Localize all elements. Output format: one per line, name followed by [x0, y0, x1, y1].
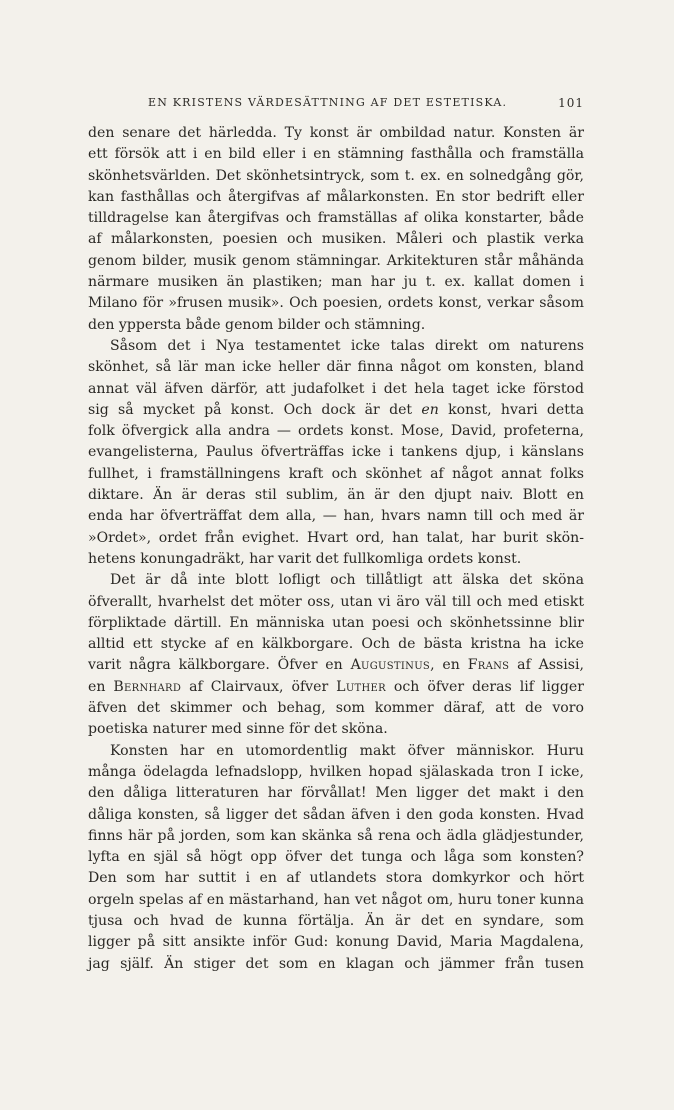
text-line: närmare musiken än plastiken; man har ju t. ex. kallat domen i — [88, 274, 584, 291]
name-augustinus: Augustinus — [350, 657, 431, 674]
text-line: diktare. Än är deras stil sublim, än är den djupt naiv. Blott en — [88, 487, 584, 504]
text-line: jag själf. Än stiger det som en klagan och jämmer från tusen — [88, 955, 584, 972]
running-title: EN KRISTENS VÄRDESÄTTNING AF DET ESTETISKA. — [148, 96, 508, 109]
text-line: ligger på sitt ansikte inför Gud: konung David, Maria Magdalena, — [88, 934, 584, 951]
text-segment: konst, hvari detta — [438, 401, 584, 418]
text-line: hetens konungadräkt, har varit det fullkomliga ordets konst. — [88, 550, 522, 567]
text-line: Det är då inte blott lofligt och tillåtligt att älska det sköna — [110, 572, 584, 589]
text-line: förpliktade därtill. En människa utan poesi och skönhetssinne blir — [88, 614, 584, 631]
text-segment: en — [88, 678, 106, 695]
text-line — [88, 677, 584, 698]
emphasized-word: en — [421, 401, 439, 418]
text-segment: och öfver deras lif ligger — [385, 678, 585, 695]
text-line: Den som har suttit i en af utlandets stora domkyrkor och hört — [88, 870, 584, 887]
name-bernhard: Bernhard — [113, 678, 182, 695]
text-line: den dåliga litteraturen har förvållat! Men ligger det makt i den — [88, 785, 584, 802]
text-line: den senare det härledda. Ty konst är ombildad natur. Konsten är — [88, 125, 584, 141]
text-line: »Ordet», ordet från evighet. Hvart ord, han talat, har burit skön- — [88, 529, 584, 546]
text-line — [88, 400, 584, 421]
text-line: tjusa och hvad de kunna förtälja. Än är det en syndare, som — [88, 912, 584, 929]
name-frans: Frans — [467, 657, 510, 674]
text-line: alltid ett stycke af en kälkborgare. Och de bästa kristna ha icke — [88, 636, 584, 653]
text-line: skönhet, så lär man icke heller där finna något om konsten, bland — [88, 359, 584, 376]
text-line: lyfta en själ så högt opp öfver det tunga och låga som konsten? — [88, 849, 584, 866]
text-line: folk öfvergick alla andra — ordets konst. Mose, David, profeterna, — [88, 423, 584, 440]
running-head — [88, 96, 584, 112]
text-line: öfverallt, hvarhelst det möter oss, utan vi äro väl till och med etiskt — [88, 593, 584, 610]
text-line: Såsom det i Nya testamentet icke talas direkt om naturens — [110, 337, 584, 354]
text-line: orgeln spelas af en mästarhand, han vet något om, huru toner kunna — [88, 891, 584, 908]
text-line: finns här på jorden, som kan skänka så rena och ädla glädjestunder, — [88, 827, 584, 844]
text-line: genom bilder, musik genom stämningar. Arkitekturen står måhända — [88, 252, 584, 269]
name-luther: Luther — [336, 678, 386, 695]
text-line: Milano för »frusen musik». Och poesien, ordets konst, verkar såsom — [88, 295, 584, 312]
text-segment: sig så mycket på konst. Och dock är det — [88, 401, 422, 418]
page-number: 101 — [558, 96, 584, 110]
text-line: annat väl äfven därför, att judafolket i det hela taget icke förstod — [88, 380, 584, 397]
text-segment: , en — [430, 657, 460, 674]
text-line: många ödelagda lefnadslopp, hvilken hopad själaskada tron I icke, — [88, 763, 584, 780]
text-line: enda har öfverträffat dem alla, — han, hvars namn till och med är — [88, 508, 584, 525]
text-segment: af Clairvaux, öfver — [181, 678, 329, 695]
text-line: skönhetsvärlden. Det skönhetsintryck, som t. ex. en solnedgång gör, — [88, 167, 584, 184]
text-line: ett försök att i en bild eller i en stämning fasthålla och framställa — [88, 146, 584, 163]
text-line: tilldragelse kan återgifvas och framställas af olika konstarter, både — [88, 210, 584, 227]
text-line: äfven det skimmer och behag, som kommer däraf, att de voro — [88, 700, 584, 717]
body-text — [88, 123, 584, 975]
text-line: Konsten har en utomordentlig makt öfver människor. Huru — [110, 742, 584, 759]
text-line: af målarkonsten, poesien och musiken. Måleri och plastik verka — [88, 231, 584, 248]
text-line: den yppersta både genom bilder och stämning. — [88, 316, 426, 333]
text-segment: varit några kälkborgare. Öfver en — [88, 657, 343, 674]
text-line: kan fasthållas och återgifvas af målarkonsten. En stor bedrift eller — [88, 188, 584, 205]
text-line — [88, 655, 584, 676]
text-line: poetiska naturer med sinne för det sköna. — [88, 721, 388, 738]
text-segment: af Assisi, — [509, 657, 584, 674]
text-line: fullhet, i framställningens kraft och skönhet af något annat folks — [88, 465, 584, 482]
text-line: dåliga konsten, så ligger det sådan äfven i den goda konsten. Hvad — [88, 806, 584, 823]
text-line: evangelisterna, Paulus öfverträffas icke i tankens djup, i känslans — [88, 444, 584, 461]
